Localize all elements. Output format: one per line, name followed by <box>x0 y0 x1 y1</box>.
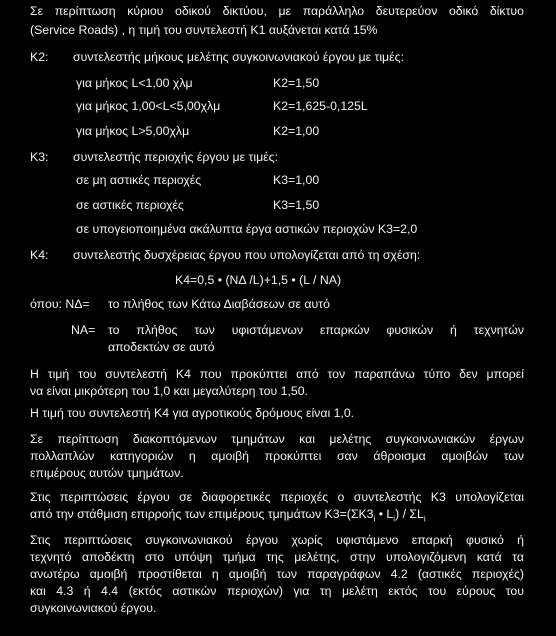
na-definition-line-1: το πλήθος των υφιστάμενων επαρκών φυσικών ή τεχνητών <box>108 323 524 337</box>
k3-underground-row: σε υπογειοποιημένα ακάλυπτα έργα αστικών περιοχών Κ3=2,0 <box>76 222 418 236</box>
k4-label: Κ4: <box>30 248 49 262</box>
k3-description: συντελεστής περιοχής έργου με τιμές: <box>73 150 278 164</box>
k2-row-3-value: Κ2=1,00 <box>273 124 320 138</box>
paragraph-2: Η τιμή του συντελεστή Κ4 για αγροτικούς δρόμους είναι 1,0. <box>30 406 355 420</box>
k3-row-1-condition: σε μη αστικές περιοχές <box>76 173 202 187</box>
k2-row-1-value: Κ2=1,50 <box>273 76 320 90</box>
k2-row-2-condition: για μήκος 1,00<L<5,00χλμ <box>76 99 221 113</box>
k3-row-2-value: Κ3=1,50 <box>273 198 320 212</box>
paragraph-4-line-1: Στις περιπτώσεις έργου σε διαφορετικές περιοχές ο συντελεστής Κ3 υπολογίζεται <box>30 490 524 504</box>
paragraph-5-line-4: και 4.3 ή 4.4 (εκτός αστικών περιοχών) για τη μελέτη εκτός του εύρους του <box>30 584 524 598</box>
na-definition-line-2: αποδεκτών σε αυτό <box>108 340 215 354</box>
k3-row-1-value: Κ3=1,00 <box>273 173 320 187</box>
paragraph-1-line-1: Η τιμή του συντελεστή Κ4 που προκύπτει από τον παραπάνω τύπο δεν μπορεί <box>30 367 524 381</box>
k3-row-2-condition: σε αστικές περιοχές <box>76 198 184 212</box>
paragraph-3-line-2: πολλαπλών κατηγοριών η αμοιβή προκύπτει σαν άθροισμα αμοιβών των <box>30 449 524 463</box>
subscript-i: i <box>393 514 396 524</box>
paragraph-5-line-5: συγκοινωνιακού έργου. <box>30 601 157 615</box>
paragraph-5-line-3: ανωτέρω αμοιβή προστίθεται η αμοιβή των παραγράφων 4.2 (αστικές περιοχές) <box>30 567 524 581</box>
k2-row-1-condition: για μήκος L<1,00 χλμ <box>76 76 193 90</box>
intro-line-1: Σε περίπτωση κύριου οδικού δικτύου, με παράλληλο δευτερεύον οδικό δίκτυο <box>30 4 524 18</box>
nd-definition: το πλήθος των Κάτω Διαβάσεων σε αυτό <box>108 297 330 311</box>
paragraph-4-line-2-text-c: ) / ΣL <box>395 507 424 521</box>
k2-row-3-condition: για μήκος L>5,00χλμ <box>76 124 190 138</box>
where-label: όπου: ΝΔ= <box>30 297 90 311</box>
paragraph-3-line-1: Σε περίπτωση διακοπτόμενων τμημάτων και μελέτης συγκοινωνιακών έργων <box>30 432 524 446</box>
na-label: ΝΑ= <box>71 323 96 337</box>
k2-description: συντελεστής μήκους μελέτης συγκοινωνιακού έργου με τιμές: <box>73 50 404 64</box>
k4-description: συντελεστής δυσχέρειας έργου που υπολογίζεται από τη σχέση: <box>73 248 421 262</box>
paragraph-1-line-2: να είναι μικρότερη του 1,0 και μεγαλύτερη του 1,50. <box>30 384 308 398</box>
k2-label: Κ2: <box>30 50 49 64</box>
intro-line-2: (Service Roads) , η τιμή του συντελεστή Κ1 αυξάνεται κατά 15% <box>30 23 378 37</box>
paragraph-4-line-2-text-a: από την στάθμιση επιρροής των επιμέρους τμημάτων Κ3=(ΣΚ3 <box>30 507 374 521</box>
k4-formula: Κ4=0,5 • (ΝΔ /L)+1,5 • (L / ΝΑ) <box>175 273 342 287</box>
paragraph-3-line-3: επιμέρους αυτών τμημάτων. <box>30 466 184 480</box>
paragraph-4-line-2-text-b: • L <box>375 507 394 521</box>
k3-label: Κ3: <box>30 150 49 164</box>
paragraph-5-line-2: τεχνητό αποδέκτη στο υπόψη τμήμα της μελέτης, στην υπολογιζόμενη κατά τα <box>30 550 524 564</box>
k2-row-2-value: Κ2=1,625-0,125L <box>273 99 368 113</box>
paragraph-5-line-1: Στις περιπτώσεις συγκοινωνιακού έργου χωρίς υφιστάμενο επαρκή φυσικό ή <box>30 533 524 547</box>
subscript-i: i <box>373 514 376 524</box>
paragraph-4-line-2 <box>30 506 426 523</box>
subscript-i: i <box>423 514 426 524</box>
